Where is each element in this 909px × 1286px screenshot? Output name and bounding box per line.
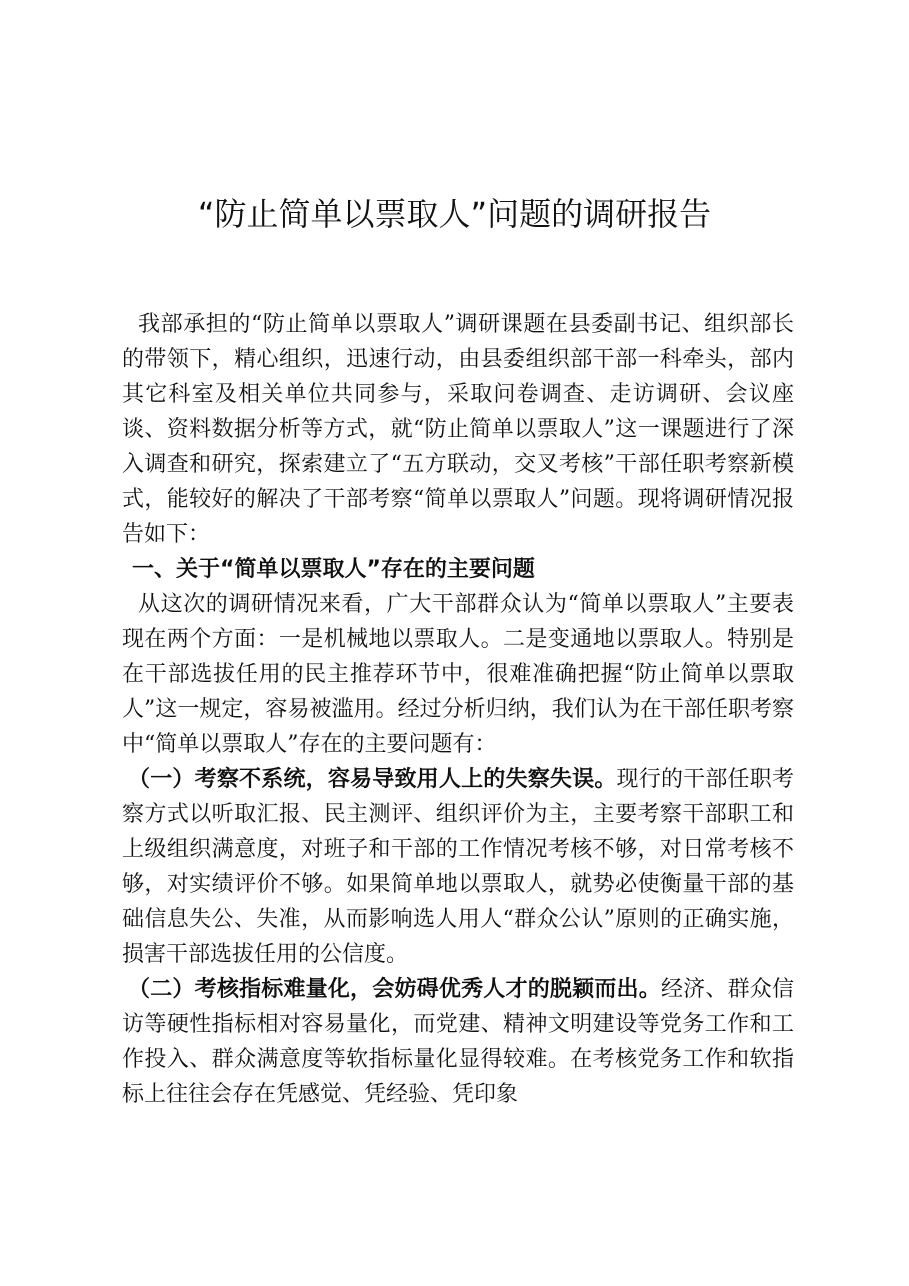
- item-2-body: 经济、群众信访等硬性指标相对容易量化，而党建、精神文明建设等党务工作和工作投入、群众满意度等软指标量化显得较难。在考核党务工作和软指标上往往会存在凭感觉、凭经验、凭印象: [122, 977, 794, 1107]
- document-title: “防止简单以票取人”问题的调研报告: [197, 195, 712, 233]
- item-2-paragraph: [122, 972, 794, 1112]
- intro-paragraph: 我部承担的“防止简单以票取人”调研课题在县委副书记、组织部长的带领下，精心组织，迅速行动，由县委组织部干部一科牵头，部内其它科室及相关单位共同参与，采取问卷调查、走访调研、会议座谈、资料数据分析等方式，就“防止简单以票取人”这一课题进行了深入调查和研究，探索建立了“五方联动，交叉考核”干部任职考察新模式，能较好的解决了干部考察“简单以票取人”问题。现将调研情况报告如下：: [122, 312, 794, 547]
- item-1-body: 现行的干部任职考察方式以听取汇报、民主测评、组织评价为主，主要考察干部职工和上级组织满意度，对班子和干部的工作情况考核不够，对日常考核不够，对实绩评价不够。如果简单地以票取人，就势必使衡量干部的基础信息失公、失准，从而影响选人用人“群众公认”原则的正确实施，损害干部选拔任用的公信度。: [122, 767, 794, 967]
- section-1-heading: 一、关于“简单以票取人”存在的主要问题: [132, 557, 535, 582]
- item-1-paragraph: [122, 762, 794, 972]
- item-1-heading: （一）考察不系统，容易导致用人上的失察失误。: [128, 766, 617, 792]
- item-2-heading: （二）考核指标难量化，会妨碍优秀人才的脱颖而出。: [128, 976, 661, 1002]
- document-body: [122, 307, 794, 1112]
- section-1-paragraph: 从这次的调研情况来看，广大干部群众认为“简单以票取人”主要表现在两个方面：一是机械地以票取人。二是变通地以票取人。特别是在干部选拔任用的民主推荐环节中，很难准确把握“防止简单以票取人”这一规定，容易被滥用。经过分析归纳，我们认为在干部任职考察中“简单以票取人”存在的主要问题有：: [122, 592, 794, 757]
